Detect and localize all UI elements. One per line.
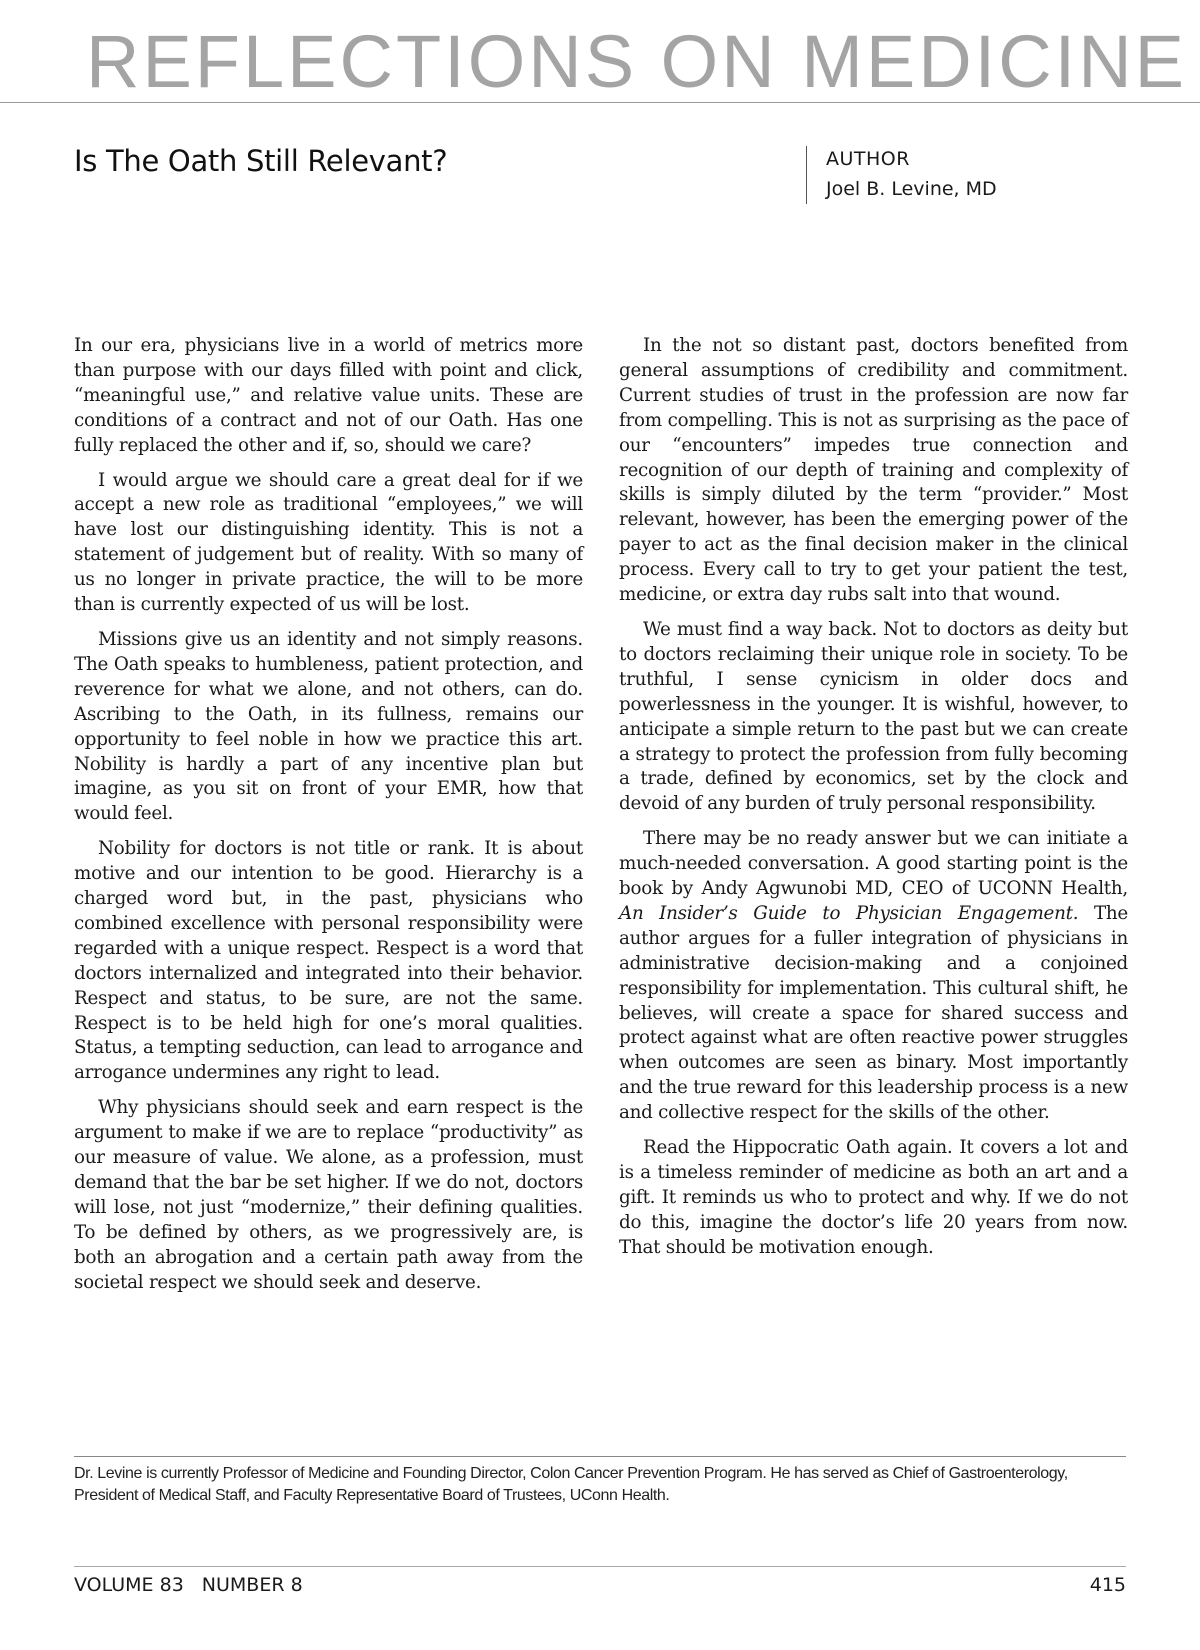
footer-volume: VOLUME 83 <box>74 1574 184 1596</box>
paragraph: In our era, physicians live in a world of metrics more than purpose with our days filled with point and click, “meaningful use,” and relative value units. These are conditions of a contract and not of our Oath. Has one fully replaced the other and if, so, should we care? <box>74 335 583 456</box>
bio-divider <box>74 1456 1126 1457</box>
paragraph: We must find a way back. Not to doctors as deity but to doctors reclaiming their unique role in society. To be truthful, I sense cynicism in older docs and powerlessness in the younger. It is wishful, however, to anticipate a simple return to the past but we can create a strategy to protect the profession from fully becoming a trade, defined by economics, set by the clock and devoid of any burden of truly personal responsibility. <box>619 618 1128 815</box>
book-title: An Insider’s Guide to Physician Engagement. <box>619 902 1079 924</box>
footer-issue <box>74 1572 303 1598</box>
author-name: Joel B. Levine, MD <box>826 178 997 200</box>
page-number: 415 <box>1089 1574 1126 1596</box>
article-title: Is The Oath Still Relevant? <box>74 144 448 178</box>
author-bio: Dr. Levine is currently Professor of Medicine and Founding Director, Colon Cancer Prevention Program. He has served as Chief of Gastroenterology, President of Medical Staff, and Faculty Representative Board of Trustees, UConn Health. <box>74 1465 1068 1504</box>
right-column <box>619 334 1128 1271</box>
footer-divider <box>74 1566 1126 1567</box>
paragraph <box>619 827 1128 1126</box>
paragraph: Why physicians should seek and earn respect is the argument to make if we are to replace “productivity” as our measure of value. We alone, as a profession, must demand that the bar be set higher. If we do not, doctors will lose, not just “modernize,” their defining qualities. To be defined by others, as we progressively are, is both an abrogation and a certain path away from the societal respect we should seek and deserve. <box>74 1097 583 1293</box>
footer-number: NUMBER 8 <box>201 1574 303 1596</box>
section-banner <box>0 22 1200 103</box>
paragraph-text: There may be no ready answer but we can initiate a much-needed conversation. A good starting point is the book by Andy Agwunobi MD, CEO of UCONN Health, <box>619 828 1128 900</box>
paragraph: I would argue we should care a great deal for if we accept a new role as traditional “employees,” we will have lost our distinguishing identity. This is not a statement of judgement but of reality. With so many of us no longer in private practice, the will to be more than is currently expected of us will be lost. <box>74 469 583 616</box>
paragraph: Missions give us an identity and not simply reasons. The Oath speaks to humbleness, patient protection, and reverence for what we alone, and not others, can do. Ascribing to the Oath, in its fullness, remains our opportunity to feel noble in how we practice this art. Nobility is hardly a part of any incentive plan but imagine, as you sit on front of your EMR, how that would feel. <box>74 628 583 825</box>
paragraph: In the not so distant past, doctors benefited from general assumptions of credibility and commitment. Current studies of trust in the profession are now far from compelling. This is not as surprising as the pace of our “encounters” impedes true connection and recognition of our depth of training and complexity of skills is simply diluted by the term “provider.” Most relevant, however, has been the emerging power of the payer to act as the final decision maker in the clinical process. Every call to try to get your patient the test, medicine, or extra day rubs salt into that wound. <box>619 335 1128 606</box>
paragraph-text: The author argues for a fuller integration of physicians in administrative decision-making and a conjoined responsibility for implementation. This cultural shift, he believes, will create a space for shared success and protect against what are often reactive power struggles when outcomes are seen as binary. Most importantly and the true reward for this leadership process is a new and collective respect for the skills of the other. <box>619 902 1128 1124</box>
left-column <box>74 334 583 1306</box>
paragraph: Nobility for doctors is not title or rank. It is about motive and our intention to be good. Hierarchy is a charged word but, in the past, physicians who combined excellence with personal responsibility were regarded with a unique respect. Respect is a word that doctors internalized and integrated into their behavior. Respect and status, to be sure, are not the same. Respect is to be held high for one’s moral qualities. Status, a tempting seduction, can lead to arrogance and arrogance undermines any right to lead. <box>74 838 583 1084</box>
author-block <box>806 146 997 204</box>
author-label: AUTHOR <box>826 148 910 170</box>
banner-title: REFLECTIONS ON MEDICINE <box>86 20 1187 103</box>
paragraph: Read the Hippocratic Oath again. It covers a lot and is a timeless reminder of medicine as both an art and a gift. It reminds us who to protect and why. If we do not do this, imagine the doctor’s life 20 years from now. That should be motivation enough. <box>619 1137 1128 1258</box>
